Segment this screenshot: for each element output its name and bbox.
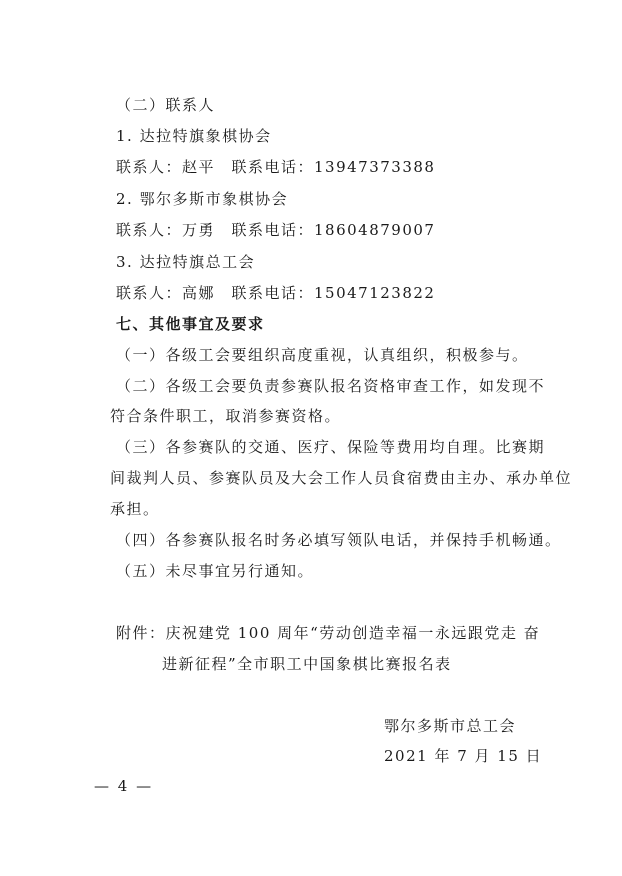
signature-org: 鄂尔多斯市总工会 <box>384 717 517 735</box>
requirement-3-line-3: 承担。 <box>110 500 160 518</box>
contact-person-1: 联系人：赵平 联系电话：13947373388 <box>116 158 436 176</box>
contacts-heading: （二）联系人 <box>116 96 216 114</box>
contact-person-2: 联系人：万勇 联系电话：18604879007 <box>116 221 436 239</box>
signature-date: 2021 年 7 月 15 日 <box>384 747 543 765</box>
requirements-heading: 七、其他事宜及要求 <box>116 315 265 333</box>
attachment-line-1: 附件：庆祝建党 100 周年“劳动创造幸福一永远跟党走 奋 <box>116 624 541 642</box>
requirement-3-line-1: （三）各参赛队的交通、医疗、保险等费用均自理。比赛期 <box>116 438 546 456</box>
contact-person-3: 联系人：高娜 联系电话：15047123822 <box>116 284 436 302</box>
contact-org-3: 3. 达拉特旗总工会 <box>116 253 256 271</box>
requirement-1: （一）各级工会要组织高度重视，认真组织，积极参与。 <box>116 346 529 364</box>
requirement-2-line-2: 符合条件职工，取消参赛资格。 <box>110 407 342 425</box>
contact-org-1: 1. 达拉特旗象棋协会 <box>116 127 272 145</box>
requirement-2-line-1: （二）各级工会要负责参赛队报名资格审查工作，如发现不 <box>116 377 546 395</box>
attachment-line-2: 进新征程”全市职工中国象棋比赛报名表 <box>162 655 452 673</box>
page-number: — 4 — <box>94 777 154 795</box>
requirement-5: （五）未尽事宜另行通知。 <box>116 562 315 580</box>
contact-org-2: 2. 鄂尔多斯市象棋协会 <box>116 190 289 208</box>
requirement-4: （四）各参赛队报名时务必填写领队电话，并保持手机畅通。 <box>116 531 562 549</box>
requirement-3-line-2: 间裁判人员、参赛队员及大会工作人员食宿费由主办、承办单位 <box>110 469 573 487</box>
